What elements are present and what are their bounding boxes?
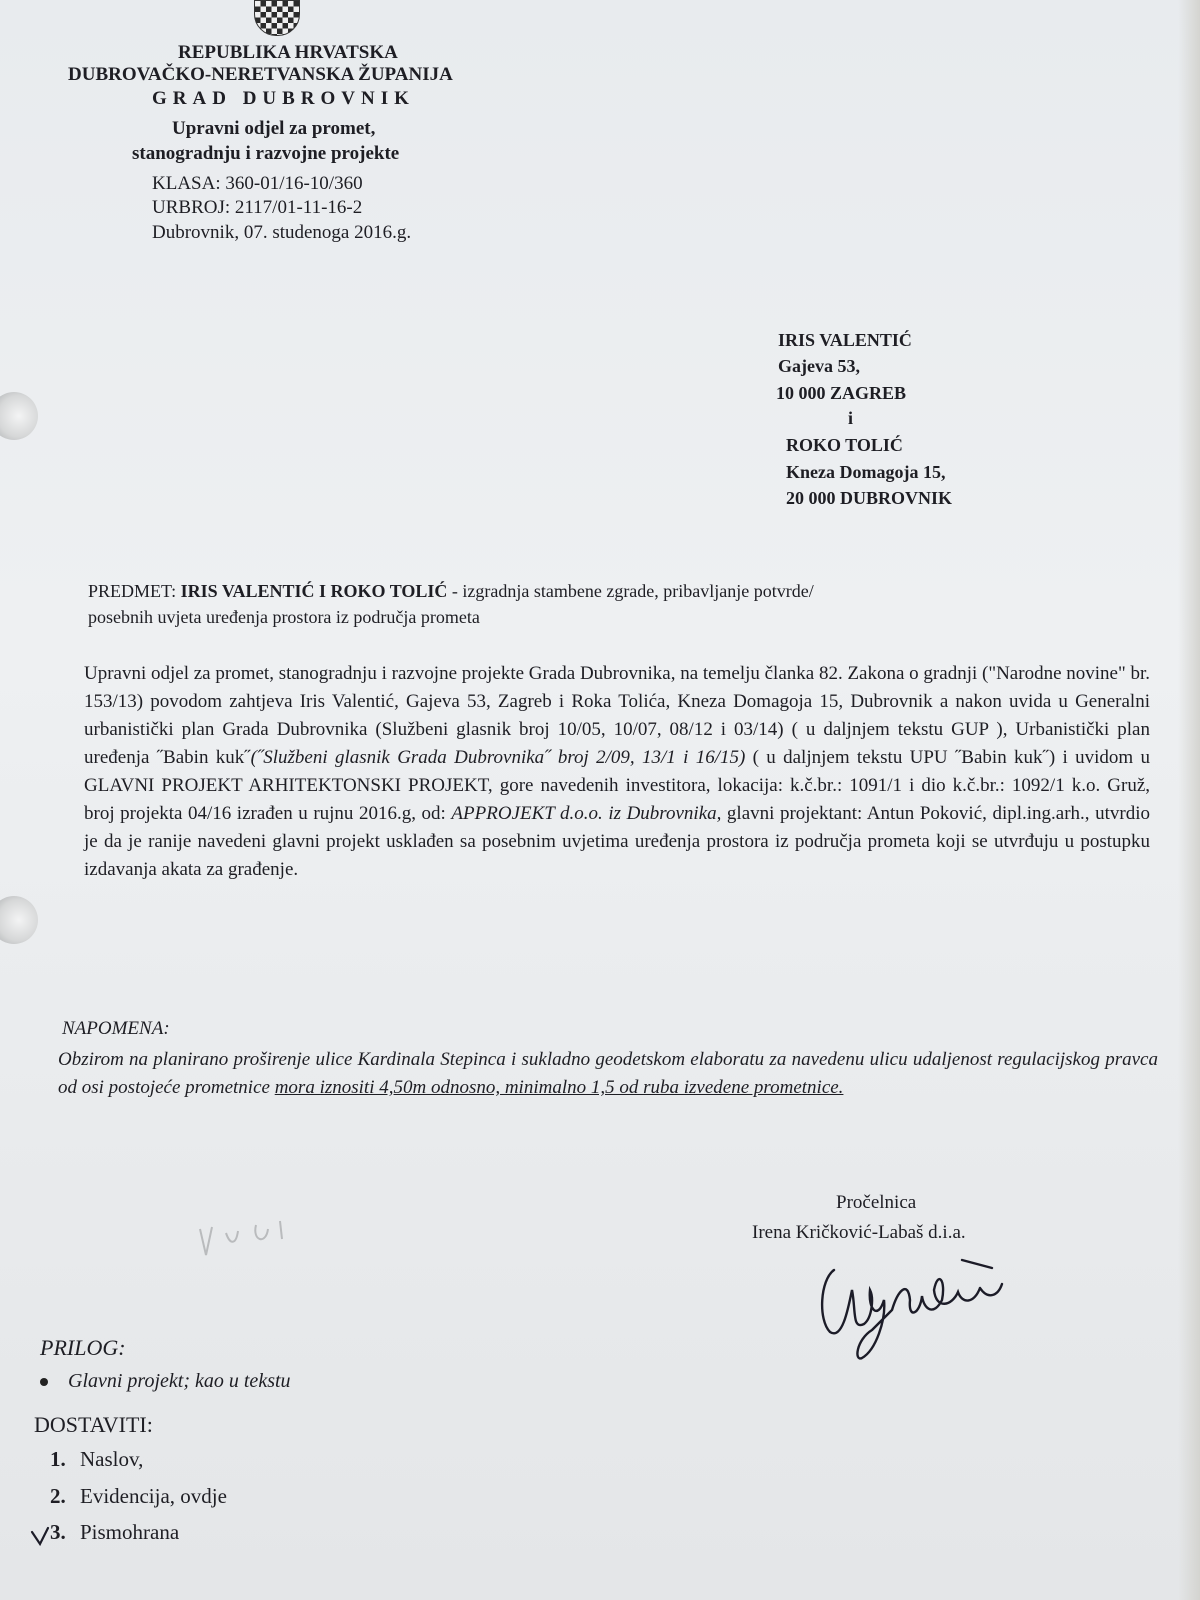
note-text [58,1046,1158,1102]
dostaviti-item-label: Naslov, [80,1447,144,1471]
recipient2-name: ROKO TOLIĆ [786,435,903,455]
prilog-item [40,1370,291,1393]
body-italic1: (˝Službeni glasnik Grada Dubrovnika˝ broj 2/09, 13/1 i 16/15) [250,747,746,768]
dostaviti-item [50,1484,227,1509]
body-part3: glavni projektant: Antun Poković, dipl.ing.arh., utvrdio je da je ranije navedeni glavni projekt usklađen sa posebnim uvjetima uređenja prostora iz područja prometa koji se utvrđuju u postupku izdavanja akata za građenje. [84,803,1150,880]
recipient1-name: IRIS VALENTIĆ [778,330,912,350]
note-body: Obzirom na planirano proširenje ulice Kardinala Stepinca i sukladno geodetskom elaboratu za navedenu ulicu udaljenost regulacijskog pravca od osi postojeće prometnice [58,1049,1158,1098]
dostaviti-item-label: Pismohrana [80,1520,180,1544]
checkmark-icon [30,1524,60,1548]
punch-hole [0,896,38,944]
prilog-title: PRILOG: [40,1335,126,1360]
recipient2-street: Kneza Domagoja 15, [786,462,946,482]
body-paragraph [84,660,1150,884]
dostaviti-item-number: 1. [50,1447,66,1471]
klasa: KLASA: 360-01/16-10/360 [152,173,363,194]
note-underlined: mora iznositi 4,50m odnosno, minimalno 1,5 od ruba izvedene prometnice. [274,1077,844,1098]
recipient-conjunction: i [848,408,854,428]
header-city: GRAD DUBROVNIK [152,88,415,109]
note-title: NAPOMENA: [62,1018,170,1039]
subject-block [88,578,1098,630]
subject-text-line1: - izgradnja stambene zgrade, pribavljanje potvrde/ [447,581,814,601]
body-part1: Upravni odjel za promet, stanogradnju i razvojne projekte Grada Dubrovnika, na temelju članka 82. Zakona o gradnji ("Narodne novine" br. 153/13) povodom zahtjeva Iris Valentić, Gajeva 53, Zagreb i Roka Tolića, Kneza Domagoja 15, Dubrovnik a nakon uvida u Generalni urbanistički plan Grada Dubrovnika (Službeni glasnik broj 10/05, 10/07, 08/12 i 03/14) ( u daljnjem tekstu GUP ), Urbanistički plan uređenja ˝Babin kuk˝ [84,663,1150,768]
subject-label: PREDMET: [88,581,177,601]
punch-hole [0,392,38,440]
dostaviti-item-number: 2. [50,1484,66,1508]
signatory-name: Irena Kričković-Labaš d.i.a. [752,1222,966,1243]
dostaviti-item [50,1520,179,1545]
recipient2-city: 20 000 DUBROVNIK [786,488,953,508]
subject-names: IRIS VALENTIĆ I ROKO TOLIĆ [180,581,448,601]
body-part2: ( u daljnjem tekstu UPU ˝Babin kuk˝) i uvidom u GLAVNI PROJEKT ARHITEKTONSKI PROJEKT, gore navedenih investitora, lokacija: k.č.br.: 1091/1 i dio k.č.br.: 1092/1 k.o. Gruž, broj projekta 04/16 izrađen u rujnu 2016.g, od: [84,747,1150,824]
paper-edge [1178,0,1200,1600]
urbroj: URBROJ: 2117/01-11-16-2 [152,197,363,218]
pencil-mark [196,1215,316,1265]
header-department-line1: Upravni odjel za promet, [172,118,376,139]
dostaviti-item-label: Evidencija, ovdje [80,1484,227,1508]
dostaviti-title: DOSTAVITI: [34,1412,153,1437]
bullet-icon [40,1378,48,1386]
signatory-title: Pročelnica [836,1192,917,1213]
subject-text-line2: posebnih uvjeta uređenja prostora iz područja prometa [88,607,480,627]
recipient1-street: Gajeva 53, [778,356,860,376]
body-italic2: APPROJEKT d.o.o. iz Dubrovnika, [451,803,722,824]
header-department-line2: stanogradnju i razvojne projekte [132,143,400,164]
dostaviti-item [50,1447,143,1472]
recipient1-city: 10 000 ZAGREB [776,383,907,403]
handwritten-signature [812,1240,1012,1370]
header-country: REPUBLIKA HRVATSKA [178,42,398,63]
dostaviti-item-number: 3. [50,1520,66,1544]
coat-of-arms-icon [254,0,300,36]
document-date: Dubrovnik, 07. studenoga 2016.g. [152,222,412,243]
header-county: DUBROVAČKO-NERETVANSKA ŽUPANIJA [68,64,453,85]
prilog-item-label: Glavni projekt; kao u tekstu [68,1370,291,1392]
